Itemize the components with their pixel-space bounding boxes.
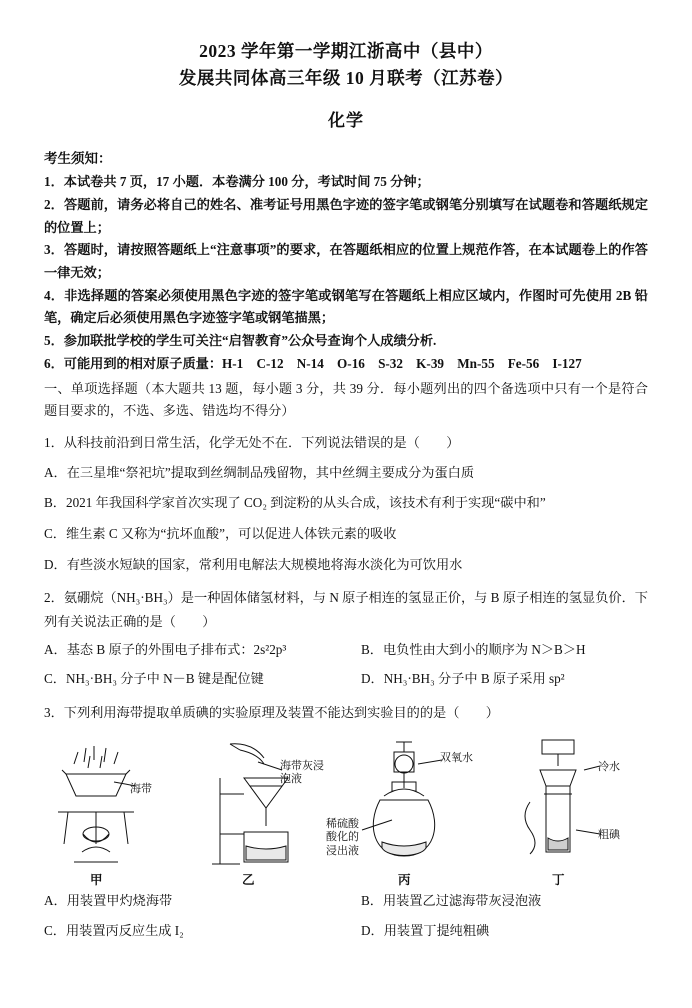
title-line-2: 发展共同体高三年级 10 月联考（江苏卷）	[178, 68, 514, 89]
question-2-options-row-2	[44, 666, 648, 692]
question-3	[44, 701, 648, 724]
question-3-option-c[interactable]: C．用装置丙反应生成 I₂	[44, 922, 184, 938]
question-2-option-a[interactable]: A．基态 B 原子的外围电子排布式：2s²2p³	[44, 641, 287, 657]
question-3-options-row-1	[44, 888, 648, 914]
apparatus-drawing	[44, 734, 648, 884]
exam-paper-page	[0, 38, 692, 1008]
title-line-1: 2023 学年第一学期江浙高中（县中）	[199, 41, 493, 61]
figure-caption-ding: 丁	[552, 873, 565, 888]
notice-item-3: 3．答题时，请按照答题纸上“注意事项”的要求，在答题纸相应的位置上规范作答，在本试题卷上的作答一律无效；	[44, 242, 648, 281]
figure-caption-yi: 乙	[242, 873, 255, 888]
question-3-option-b[interactable]: B．用装置乙过滤海带灰浸泡液	[361, 893, 542, 909]
notice-item-4: 4．非选择题的答案必须使用黑色字迹的签字笔或钢笔写在答题纸上相应区域内，作图时可先使用 2B 铅笔，确定后必须使用黑色字迹签字笔或钢笔描黑；	[44, 287, 648, 326]
question-1-stem: 从科技前沿到日常生活，化学无处不在．下列说法错误的是（ ）	[63, 435, 460, 451]
paper-header	[0, 38, 692, 131]
atomic-mass-label: 6．可能用到的相对原子质量：	[44, 355, 223, 371]
question-2-stem: 氨硼烷（NH₃·BH₃）是一种固体储氢材料，与 N 原子相连的氢显正价，与 B 原子相连的氢显负价．下列有关说法正确的是（ ）	[44, 590, 648, 629]
figure-label-crude-iodine: 粗碘	[598, 829, 620, 842]
experiment-apparatus-figure	[44, 734, 648, 888]
question-2	[44, 586, 648, 632]
question-3-option-a[interactable]: A．用装置甲灼烧海带	[44, 893, 173, 909]
question-1	[44, 431, 648, 454]
figure-label-cold-water: 冷水	[598, 761, 620, 774]
question-1-option-a[interactable]: A．在三星堆“祭祀坑”提取到丝绸制品残留物，其中丝绸主要成分为蛋白质	[44, 464, 475, 480]
subject-title: 化学	[328, 111, 364, 131]
notice-item-1: 1．本试卷共 7 页，17 小题．本卷满分 100 分，考试时间 75 分钟；	[44, 174, 430, 190]
question-3-options-row-2	[44, 918, 648, 944]
question-1-number: 1．	[44, 435, 64, 451]
question-3-stem: 下列利用海带提取单质碘的实验原理及装置不能达到实验目的的是（ ）	[63, 705, 499, 721]
question-1-option-c[interactable]: C．维生素 C 又称为“抗坏血酸”，可以促进人体铁元素的吸收	[44, 526, 397, 542]
figure-label-seaweed: 海带	[130, 783, 152, 796]
question-2-option-b[interactable]: B．电负性由大到小的顺序为 N＞B＞H	[361, 641, 586, 657]
question-1-options	[44, 460, 648, 578]
figure-caption-jia: 甲	[90, 873, 103, 888]
question-3-option-d[interactable]: D．用装置丁提纯粗碘	[361, 922, 490, 938]
notice-item-2: 2．答题前，请务必将自己的姓名、准考证号用黑色字迹的签字笔或钢笔分别填写在试题卷和答题纸规定的位置上；	[44, 196, 648, 235]
question-3-number: 3．	[44, 705, 64, 721]
notice-heading: 考生须知：	[44, 151, 112, 167]
section-one-heading: 一、单项选择题（本大题共 13 题，每小题 3 分，共 39 分．每小题列出的四个备选项中只有一个是符合题目要求的，不选、多选、错选均不得分）	[44, 380, 648, 419]
atomic-mass-values: H-1 C-12 N-14 O-16 S-32 K-39 Mn-55 Fe-56 I-127	[222, 355, 582, 371]
figure-label-acidified-leachate: 稀硫酸酸化的浸出液	[326, 818, 359, 857]
question-2-options-row-1	[44, 637, 648, 663]
question-2-number: 2．	[44, 590, 64, 606]
notice-item-6	[44, 353, 648, 376]
paper-body	[0, 147, 692, 943]
figure-caption-bing: 丙	[398, 873, 411, 888]
figure-label-hydrogen-peroxide: 双氧水	[440, 752, 473, 765]
question-2-options	[44, 637, 648, 692]
question-2-option-c[interactable]: C．NH₃·BH₃ 分子中 N－B 键是配位键	[44, 671, 264, 687]
question-1-option-d[interactable]: D．有些淡水短缺的国家，常利用电解法大规模地将海水淡化为可饮用水	[44, 556, 463, 572]
question-3-options	[44, 888, 648, 943]
question-1-option-b[interactable]: B．2021 年我国科学家首次实现了 CO₂ 到淀粉的从头合成，该技术有利于实现“碳中和”	[44, 495, 546, 511]
question-2-option-d[interactable]: D．NH₃·BH₃ 分子中 B 原子采用 sp²	[361, 671, 565, 687]
notice-item-5: 5．参加联批学校的学生可关注“启智教育”公众号查询个人成绩分析.	[44, 333, 437, 349]
figure-label-seaweed-ash-solution: 海带灰浸泡液	[280, 760, 324, 786]
